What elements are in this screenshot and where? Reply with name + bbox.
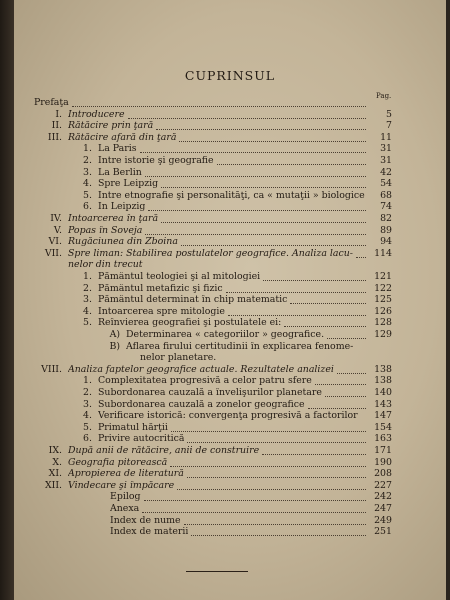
toc-entry xyxy=(14,423,446,433)
toc-entry-page: 138 xyxy=(374,363,392,375)
toc-entry-title: Aflarea firului certitudinii în explicarea fenome- xyxy=(126,341,354,352)
toc-entry-title: Determinarea « categoriilor » geografice. xyxy=(126,330,325,340)
toc-entry-number: 4. xyxy=(83,305,92,317)
toc-entry xyxy=(14,307,446,317)
toc-entry-page: 208 xyxy=(374,468,392,480)
book-page xyxy=(14,0,446,600)
toc-entry-page: 31 xyxy=(380,143,392,155)
toc-entry-number: XII. xyxy=(44,479,62,491)
book-binding-shadow xyxy=(0,0,14,600)
toc-entry-page: 126 xyxy=(374,305,392,317)
toc-entry-number: 6. xyxy=(83,201,92,213)
toc-entry xyxy=(14,516,446,526)
toc-entry-page: 251 xyxy=(374,526,392,538)
toc-entry-title: Subordonarea cauzală a învelişurilor planetare xyxy=(98,388,322,398)
dot-leader xyxy=(226,282,366,293)
toc-entry-number: 2. xyxy=(83,282,92,294)
toc-entry-number: VI. xyxy=(48,236,62,248)
dot-leader xyxy=(177,479,366,490)
toc-entry-number: 2. xyxy=(83,155,92,166)
toc-entry-title: După anii de rătăcire, anii de construire xyxy=(68,446,260,456)
toc-entry-title: Subordonarea cauzală a zonelor geografice xyxy=(98,399,305,410)
toc-entry xyxy=(14,226,446,236)
toc-entry xyxy=(14,330,446,340)
toc-entry xyxy=(14,492,446,502)
toc-entry-title: nelor planetare. xyxy=(140,353,217,364)
toc-entry xyxy=(14,376,446,386)
toc-entry-page: 128 xyxy=(374,317,392,329)
toc-entry xyxy=(14,191,446,201)
toc-entry-title: Popas în Soveja xyxy=(68,225,143,236)
toc-entry-page: 74 xyxy=(380,201,392,213)
toc-entry-title: Rugăciunea din Zboina xyxy=(68,237,178,248)
toc-entry-title: Vindecare şi împăcare xyxy=(68,480,175,491)
toc-entry-title: Intre etnografie şi personalitāţi, ca « mutaţii » biologice xyxy=(98,190,365,201)
toc-entry-number: 5. xyxy=(83,189,92,201)
dot-leader xyxy=(144,490,366,501)
dot-leader xyxy=(184,514,366,525)
dot-leader xyxy=(187,467,366,478)
toc-entry-page: 54 xyxy=(380,178,392,190)
toc-entry-number: XI. xyxy=(48,468,62,480)
toc-entry xyxy=(14,318,446,328)
toc-entry-page: 143 xyxy=(374,398,392,410)
toc-entry xyxy=(14,156,446,166)
toc-entry-title: Intoarcerea în ţară xyxy=(68,214,159,224)
toc-entry xyxy=(14,260,446,270)
toc-entry-title: Rătăcire prin ţară xyxy=(68,121,154,132)
dot-leader xyxy=(179,131,366,142)
toc-entry-title: La Paris xyxy=(98,144,137,155)
dot-leader xyxy=(142,502,366,513)
toc-entry-number: IX. xyxy=(48,445,62,456)
toc-entry-number: V. xyxy=(53,224,62,236)
toc-entry-title: Geografia pitorească xyxy=(68,457,168,468)
toc-entry-number: 1. xyxy=(83,271,92,282)
toc-entry-number: III. xyxy=(47,131,62,143)
toc-entry-title: La Berlin xyxy=(98,167,142,178)
toc-entry-page: 227 xyxy=(374,479,392,491)
dot-leader xyxy=(191,525,366,536)
toc-entry-title: Spre Leipzig xyxy=(98,179,159,190)
toc-entry xyxy=(14,121,446,131)
toc-entry-title: In Leipzig xyxy=(98,202,146,213)
dot-leader xyxy=(284,316,366,327)
toc-entry-number: A) xyxy=(109,329,120,340)
toc-entry-title: Index de materii xyxy=(110,527,189,538)
dot-leader xyxy=(140,142,366,153)
toc-entry-page: 7 xyxy=(386,120,392,132)
dot-leader xyxy=(308,398,366,409)
toc-entry-page: 5 xyxy=(386,108,392,120)
toc-entry-page: 163 xyxy=(374,433,392,445)
toc-entry-page: 129 xyxy=(374,329,392,340)
toc-entry-page: 42 xyxy=(380,166,392,178)
toc-entry-number: 5. xyxy=(83,421,92,433)
toc-entry-page: 147 xyxy=(374,410,392,422)
toc-entry xyxy=(14,527,446,537)
toc-entry-number: B) xyxy=(109,340,120,352)
toc-entry-number: IV. xyxy=(50,213,62,224)
toc-entry-page: 247 xyxy=(374,503,392,514)
toc-entry xyxy=(14,388,446,398)
toc-entry-page: 68 xyxy=(380,189,392,201)
toc-entry-number: II. xyxy=(51,120,62,132)
dot-leader xyxy=(161,177,366,188)
toc-entry-page: 31 xyxy=(380,155,392,166)
dot-leader xyxy=(128,108,366,119)
toc-entry-title: Intre istorie şi geografie xyxy=(98,156,214,166)
dot-leader xyxy=(263,270,366,281)
toc-entry-title: Rătăcire afară din ţară xyxy=(68,132,177,143)
dot-leader xyxy=(262,444,366,455)
toc-entry-title: Complexitatea progresivă a celor patru sfere xyxy=(98,376,312,387)
toc-entry-number: VII. xyxy=(44,247,62,259)
toc-entry-number: 1. xyxy=(83,143,92,155)
toc-entry xyxy=(14,365,446,375)
toc-entry-page: 138 xyxy=(374,375,392,387)
toc-entry-title: nelor din trecut xyxy=(68,260,143,271)
dot-leader xyxy=(161,212,366,223)
toc-entry xyxy=(14,504,446,514)
toc-entry-number: 4. xyxy=(83,178,92,190)
toc-entry-page: 121 xyxy=(374,271,392,282)
toc-entry-page: 122 xyxy=(374,282,392,294)
toc-entry xyxy=(14,202,446,212)
toc-entry xyxy=(14,168,446,178)
toc-entry-number: 2. xyxy=(83,387,92,398)
toc-entry-title: Pământul determinat în chip matematic xyxy=(98,295,288,306)
toc-entry xyxy=(14,237,446,247)
dot-leader xyxy=(228,305,366,316)
toc-entry xyxy=(14,295,446,305)
toc-entry-number: X. xyxy=(52,456,62,468)
toc-entry-title: Primatul hărţii xyxy=(98,422,168,433)
toc-entry xyxy=(14,144,446,154)
toc-entry-title: Spre liman: Stabilirea postulatelor geografice. Analiza lacu- xyxy=(68,248,353,259)
toc-entry xyxy=(14,411,446,421)
toc-entry-title: Apropierea de literatură xyxy=(68,469,184,480)
toc-entry-page: 114 xyxy=(374,247,392,259)
toc-entry-page: 171 xyxy=(374,445,392,456)
toc-entry xyxy=(14,481,446,491)
toc-entry xyxy=(14,353,446,363)
toc-entry-title: Analiza faptelor geografice actuale. Rezultatele analizei xyxy=(68,364,334,375)
dot-leader xyxy=(72,96,366,107)
dot-leader xyxy=(337,363,366,374)
toc-entry-title: Pământul metafizic şi fizic xyxy=(98,283,223,294)
toc-entry-page: 249 xyxy=(374,514,392,526)
toc-entry xyxy=(14,214,446,224)
toc-entry xyxy=(14,133,446,143)
toc-entry-page: 11 xyxy=(380,131,392,143)
toc-entry-page: 140 xyxy=(374,387,392,398)
toc-entry xyxy=(14,469,446,479)
toc-entry-title: Privire autocritică xyxy=(98,434,185,445)
toc-entry xyxy=(14,284,446,294)
toc-entry-page: 82 xyxy=(380,213,392,224)
toc-entry-title: Index de nume xyxy=(110,515,181,526)
toc-entry xyxy=(14,400,446,410)
toc-entry xyxy=(14,458,446,468)
page-column-header: Pag. xyxy=(376,92,392,100)
dot-leader xyxy=(156,119,366,130)
toc-entry xyxy=(14,98,446,108)
toc-entry-title: Epilog xyxy=(110,492,141,503)
dot-leader xyxy=(290,293,366,304)
dot-leader xyxy=(181,235,366,246)
toc-entry-title: Introducere xyxy=(68,109,125,120)
toc-entry xyxy=(14,434,446,444)
dot-leader xyxy=(325,386,366,397)
dot-leader xyxy=(170,456,366,467)
toc-entry-title: Prefaţa xyxy=(34,98,69,108)
toc-entry-number: VIII. xyxy=(41,363,62,375)
dot-leader xyxy=(187,432,366,443)
toc-entry-number: 5. xyxy=(83,317,92,329)
toc-entry-title: Pământul teologiei şi al mitologiei xyxy=(98,272,261,282)
dot-leader xyxy=(327,328,366,339)
page-title: CUPRINSUL xyxy=(184,68,276,83)
toc-entry-page: 190 xyxy=(374,456,392,468)
toc-entry xyxy=(14,342,446,352)
toc-entry xyxy=(14,446,446,456)
dot-leader xyxy=(315,374,366,385)
toc-entry-title: Verificare istorică: convergenţa progresivă a factorilor xyxy=(98,411,358,422)
toc-entry-number: 3. xyxy=(83,294,92,306)
separator-rule xyxy=(186,571,248,572)
toc-entry xyxy=(14,272,446,282)
dot-leader xyxy=(171,421,366,432)
toc-entry-page: 94 xyxy=(380,236,392,248)
toc-entry-title: Intoarcerea spre mitologie xyxy=(98,306,225,317)
toc-entry-number: 6. xyxy=(83,433,92,445)
toc-entry xyxy=(14,179,446,189)
toc-entry-number: 4. xyxy=(83,410,92,422)
dot-leader xyxy=(217,154,366,165)
toc-entry-page: 154 xyxy=(374,421,392,433)
toc-entry-title: Reînvierea geografiei şi postulatele ei: xyxy=(98,318,282,329)
dot-leader xyxy=(145,224,366,235)
dot-leader xyxy=(145,166,366,177)
toc-entry xyxy=(14,110,446,120)
toc-entry-number: 1. xyxy=(83,375,92,387)
toc-entry-page: 242 xyxy=(374,491,392,503)
dot-leader xyxy=(356,247,366,258)
toc-entry-page: 89 xyxy=(380,224,392,236)
toc-entry-number: 3. xyxy=(83,398,92,410)
toc-entry-title: Anexa xyxy=(110,504,140,514)
toc-entry-number: 3. xyxy=(83,166,92,178)
toc-entry xyxy=(14,249,446,259)
dot-leader xyxy=(148,200,366,211)
toc-entry-page: 125 xyxy=(374,294,392,306)
toc-entry-number: I. xyxy=(55,108,62,120)
